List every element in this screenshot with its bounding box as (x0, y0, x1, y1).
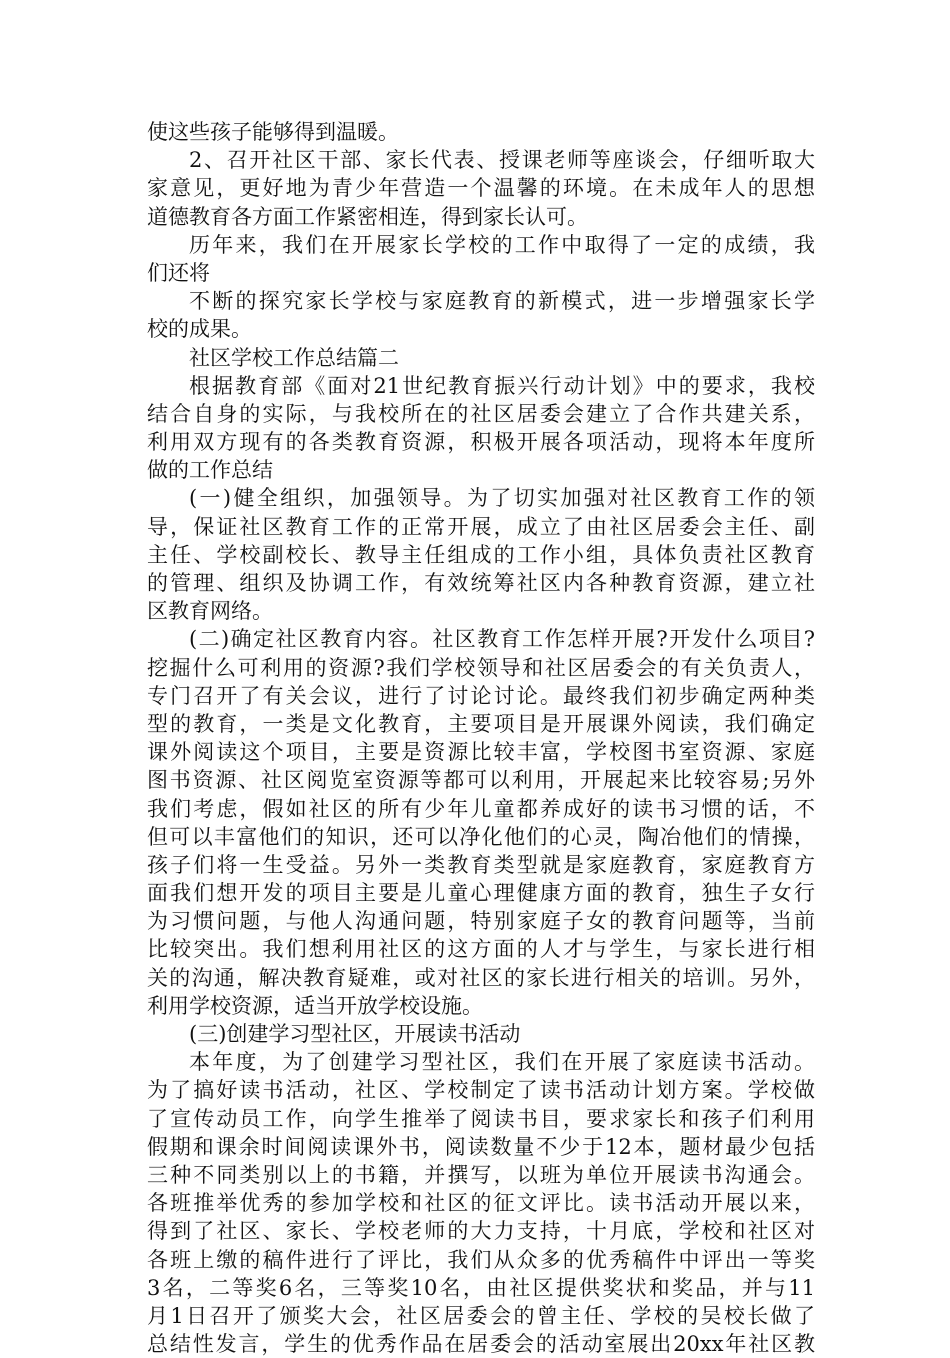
text-line: 我们考虑，假如社区的所有少年儿童都养成好的读书习惯的话，不 (147, 796, 815, 821)
text-line: 关的沟通，解决教育疑难，或对社区的家长进行相关的培训。另外， (147, 965, 815, 990)
text-line: 利用学校资源，适当开放学校设施。 (147, 993, 483, 1018)
text-line: 本年度，为了创建学习型社区，我们在开展了家庭读书活动。 (189, 1050, 815, 1075)
text-line: 做的工作总结 (147, 458, 273, 483)
text-line: 社区学校工作总结篇二 (189, 345, 399, 370)
text-line: 面我们想开发的项目主要是儿童心理健康方面的教育，独生子女行 (147, 881, 815, 906)
text-line: 型的教育，一类是文化教育，主要项目是开展课外阅读，我们确定 (147, 711, 815, 736)
text-line: 图书资源、社区阅览室资源等都可以利用，开展起来比较容易;另外 (147, 768, 815, 793)
text-line: 得到了社区、家长、学校老师的大力支持，十月底，学校和社区对 (147, 1219, 815, 1244)
text-line: (一)健全组织，加强领导。为了切实加强对社区教育工作的领 (189, 486, 815, 511)
text-line: 家意见，更好地为青少年营造一个温馨的环境。在未成年人的思想 (147, 176, 815, 201)
text-line: 专门召开了有关会议，进行了讨论讨论。最终我们初步确定两种类 (147, 683, 815, 708)
text-line: 使这些孩子能够得到温暖。 (147, 120, 399, 144)
text-line: 各班上缴的稿件进行了评比，我们从众多的优秀稿件中评出一等奖 (147, 1247, 815, 1272)
text-line: 假期和课余时间阅读课外书，阅读数量不少于12本，题材最少包括 (147, 1134, 815, 1159)
text-line: 结合自身的实际，与我校所在的社区居委会建立了合作共建关系， (147, 401, 815, 426)
text-line: 利用双方现有的各类教育资源，积极开展各项活动，现将本年度所 (147, 430, 815, 455)
text-line: 道德教育各方面工作紧密相连，得到家长认可。 (147, 204, 588, 229)
text-line: 但可以丰富他们的知识，还可以净化他们的心灵，陶冶他们的情操， (147, 824, 815, 849)
text-line: 的管理、组织及协调工作，有效统筹社区内各种教育资源，建立社 (147, 571, 815, 595)
text-line: 三种不同类别以上的书籍，并撰写，以班为单位开展读书沟通会。 (147, 1162, 815, 1187)
text-line: 挖掘什么可利用的资源?我们学校领导和社区居委会的有关负责人， (147, 655, 815, 680)
text-line: 比较突出。我们想利用社区的这方面的人才与学生，与家长进行相 (147, 937, 815, 962)
text-line: 课外阅读这个项目，主要是资源比较丰富，学校图书室资源、家庭 (147, 740, 815, 765)
text-line: 月1日召开了颁奖大会，社区居委会的曾主任、学校的吴校长做了 (147, 1303, 815, 1328)
text-line: 为习惯问题，与他人沟通问题，特别家庭子女的教育问题等，当前 (147, 909, 815, 934)
text-line: 各班推举优秀的参加学校和社区的征文评比。读书活动开展以来， (147, 1191, 815, 1216)
text-line: (三)创建学习型社区，开展读书活动 (189, 1022, 521, 1046)
text-line: 2、召开社区干部、家长代表、授课老师等座谈会，仔细听取大 (189, 148, 815, 173)
text-line: 根据教育部《面对21世纪教育振兴行动计划》中的要求，我校 (189, 373, 815, 398)
text-line: 为了搞好读书活动，社区、学校制定了读书活动计划方案。学校做 (147, 1078, 815, 1103)
text-line: 导，保证社区教育工作的正常开展，成立了由社区居委会主任、副 (147, 514, 815, 539)
document-body (147, 118, 815, 1358)
text-line: 们还将 (147, 260, 210, 285)
text-line: 了宣传动员工作，向学生推举了阅读书目，要求家长和孩子们利用 (147, 1106, 815, 1131)
text-line: 校的成果。 (147, 317, 252, 342)
text-line: (二)确定社区教育内容。社区教育工作怎样开展?开发什么项目? (189, 627, 815, 652)
text-line: 主任、学校副校长、教导主任组成的工作小组，具体负责社区教育 (147, 542, 815, 567)
text-line: 总结性发言，学生的优秀作品在居委会的活动室展出20xx年社区教 (147, 1332, 815, 1357)
text-line: 3名，二等奖6名，三等奖10名，由社区提供奖状和奖品，并与11 (147, 1275, 815, 1300)
text-line: 不断的探究家长学校与家庭教育的新模式，进一步增强家长学 (189, 289, 815, 314)
text-line: 区教育网络。 (147, 599, 273, 624)
text-line: 孩子们将一生受益。另外一类教育类型就是家庭教育，家庭教育方 (147, 852, 815, 877)
text-line: 历年来，我们在开展家长学校的工作中取得了一定的成绩，我 (189, 232, 815, 257)
